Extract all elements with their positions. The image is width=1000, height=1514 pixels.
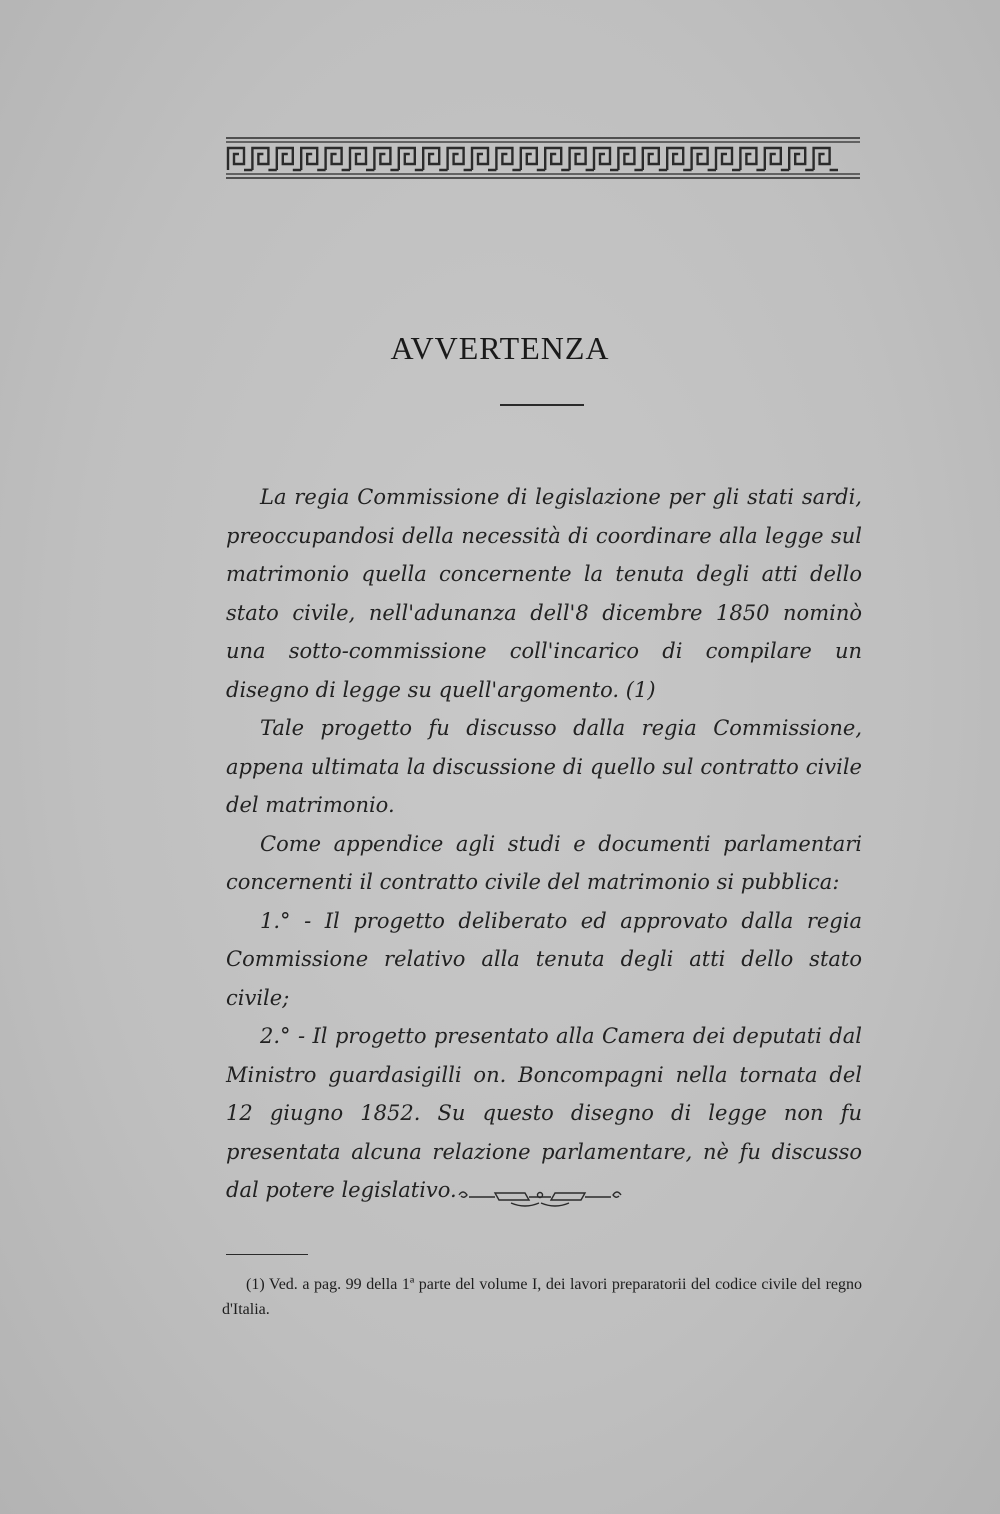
paragraph-2: Tale progetto fu discusso dalla regia Commissione, appena ultimata la discussione di quello sul contratto civile del matrimonio. [226, 716, 862, 817]
footnote-rule [226, 1254, 308, 1255]
paragraph-1: La regia Commissione di legislazione per gli stati sardi, preoccupandosi della necessità di coordinare alla legge sul matrimonio quella concernente la tenuta degli atti dello stato civile, nell'adunanza dell'8 dicembre 1850 nominò una sotto-commissione coll'incarico di compilare un disegno di legge su quell'argomento. (1) [226, 485, 862, 702]
body-text [226, 478, 862, 1210]
scroll-ornament [455, 1185, 625, 1209]
page-title: AVVERTENZA [390, 330, 610, 366]
paragraph-5: 2.° - Il progetto presentato alla Camera dei deputati dal Ministro guardasigilli on. Boncompagni nella tornata del 12 giugno 1852. Su questo disegno di legge non fu presentata alcuna relazione parlamentare, nè fu discusso dal potere legislativo. [226, 1024, 862, 1202]
greek-key-border [226, 136, 860, 180]
paragraph-4: 1.° - Il progetto deliberato ed approvato dalla regia Commissione relativo alla tenuta degli atti dello stato civile; [226, 908, 862, 1010]
footnote: (1) Ved. a pag. 99 della 1ª parte del volume I, dei lavori preparatorii del codice civile del regno d'Italia. [222, 1276, 862, 1318]
title-rule [500, 404, 584, 406]
paragraph-3: Come appendice agli studi e documenti parlamentari concernenti il contratto civile del matrimonio si pubblica: [226, 831, 862, 894]
